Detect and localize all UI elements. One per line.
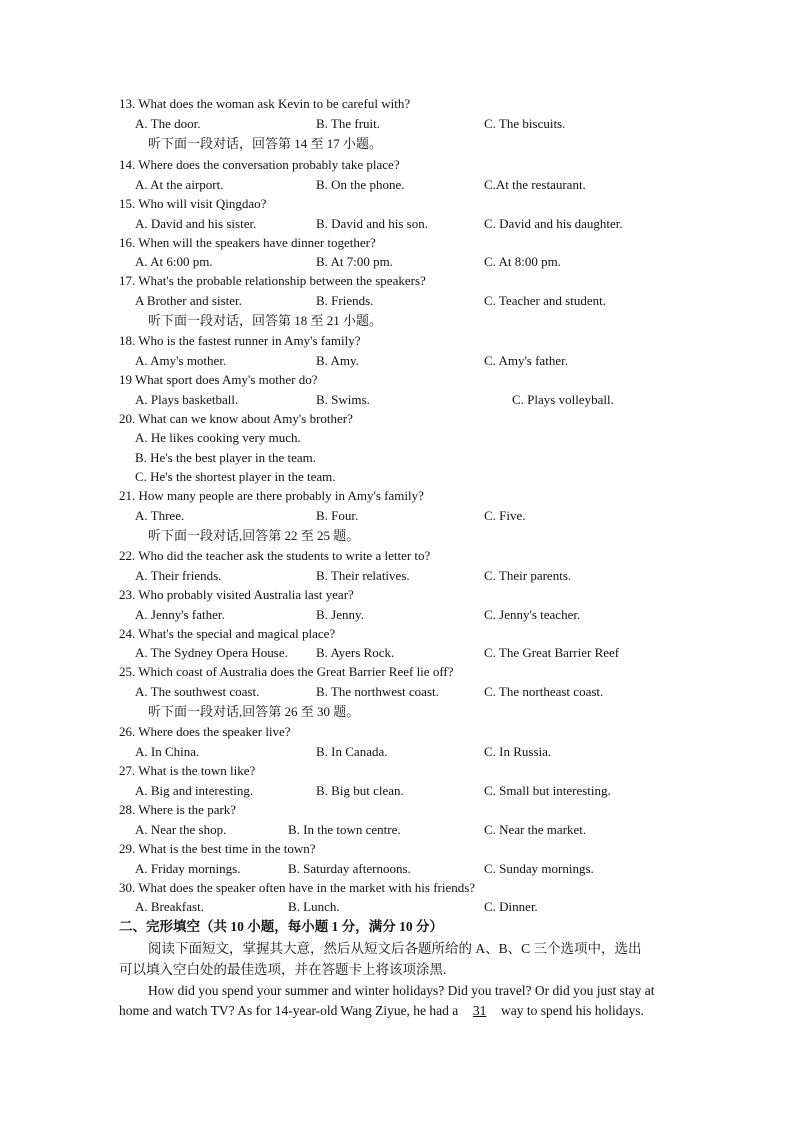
- option-13-b: B. The fruit.: [316, 116, 381, 131]
- question-14: 14. Where does the conversation probably take place?: [119, 157, 400, 172]
- listening-instruction-18-21: 听下面一段对话，回答第 18 至 21 小题。: [148, 313, 383, 328]
- option-22-a: A. Their friends.: [135, 568, 222, 583]
- option-28-b: B. In the town centre.: [288, 822, 401, 837]
- option-29-c: C. Sunday mornings.: [484, 861, 594, 876]
- option-22-b: B. Their relatives.: [316, 568, 410, 583]
- option-18-a: A. Amy's mother.: [135, 353, 227, 368]
- listening-instruction-22-25: 听下面一段对话,回答第 22 至 25 题。: [148, 528, 360, 543]
- option-24-b: B. Ayers Rock.: [316, 645, 395, 660]
- question-13: 13. What does the woman ask Kevin to be careful with?: [119, 96, 411, 111]
- option-24-a: A. The Sydney Opera House.: [135, 645, 288, 660]
- option-15-a: A. David and his sister.: [135, 216, 257, 231]
- question-16: 16. When will the speakers have dinner together?: [119, 235, 376, 250]
- option-27-c: C. Small but interesting.: [484, 783, 611, 798]
- listening-instruction-26-30: 听下面一段对话,回答第 26 至 30 题。: [148, 704, 360, 719]
- option-30-a: A. Breakfast.: [135, 899, 204, 914]
- section-directions-line-2: 可以填入空白处的最佳选项，并在答题卡上将该项涂黑.: [119, 962, 447, 977]
- question-20: 20. What can we know about Amy's brother?: [119, 411, 353, 426]
- option-25-c: C. The northeast coast.: [484, 684, 604, 699]
- option-25-b: B. The northwest coast.: [316, 684, 439, 699]
- section-directions-line-1: 阅读下面短文，掌握其大意，然后从短文后各题所给的 A、B、C 三个选项中，选出: [148, 941, 642, 956]
- option-17-a: A Brother and sister.: [135, 293, 242, 308]
- question-24: 24. What's the special and magical place?: [119, 626, 336, 641]
- question-23: 23. Who probably visited Australia last year?: [119, 587, 354, 602]
- option-14-b: B. On the phone.: [316, 177, 405, 192]
- option-17-c: C. Teacher and student.: [484, 293, 606, 308]
- question-21: 21. How many people are there probably in Amy's family?: [119, 488, 424, 503]
- passage-line-2: [119, 1003, 644, 1019]
- question-15: 15. Who will visit Qingdao?: [119, 196, 267, 211]
- option-19-c: C. Plays volleyball.: [512, 392, 614, 407]
- option-13-c: C. The biscuits.: [484, 116, 566, 131]
- option-23-b: B. Jenny.: [316, 607, 364, 622]
- option-27-b: B. Big but clean.: [316, 783, 404, 798]
- question-30: 30. What does the speaker often have in the market with his friends?: [119, 880, 476, 895]
- section-heading: 二、完形填空（共 10 小题，每小题 1 分，满分 10 分）: [119, 919, 443, 934]
- question-18: 18. Who is the fastest runner in Amy's family?: [119, 333, 361, 348]
- option-19-a: A. Plays basketball.: [135, 392, 239, 407]
- option-29-a: A. Friday mornings.: [135, 861, 241, 876]
- option-23-c: C. Jenny's teacher.: [484, 607, 581, 622]
- question-29: 29. What is the best time in the town?: [119, 841, 316, 856]
- question-19: 19 What sport does Amy's mother do?: [119, 372, 318, 387]
- option-21-c: C. Five.: [484, 508, 526, 523]
- option-26-b: B. In Canada.: [316, 744, 388, 759]
- option-24-c: C. The Great Barrier Reef: [484, 645, 620, 660]
- question-27: 27. What is the town like?: [119, 763, 256, 778]
- option-20-a: A. He likes cooking very much.: [135, 430, 301, 445]
- option-16-b: B. At 7:00 pm.: [316, 254, 393, 269]
- option-27-a: A. Big and interesting.: [135, 783, 254, 798]
- option-25-a: A. The southwest coast.: [135, 684, 260, 699]
- option-20-c: C. He's the shortest player in the team.: [135, 469, 336, 484]
- option-28-c: C. Near the market.: [484, 822, 587, 837]
- option-28-a: A. Near the shop.: [135, 822, 227, 837]
- option-16-c: C. At 8:00 pm.: [484, 254, 561, 269]
- option-26-a: A. In China.: [135, 744, 200, 759]
- option-13-a: A. The door.: [135, 116, 201, 131]
- option-19-b: B. Swims.: [316, 392, 370, 407]
- question-22: 22. Who did the teacher ask the students to write a letter to?: [119, 548, 431, 563]
- option-29-b: B. Saturday afternoons.: [288, 861, 411, 876]
- question-17: 17. What's the probable relationship between the speakers?: [119, 273, 426, 288]
- option-21-a: A. Three.: [135, 508, 185, 523]
- option-14-c: C.At the restaurant.: [484, 177, 586, 192]
- option-15-c: C. David and his daughter.: [484, 216, 623, 231]
- option-26-c: C. In Russia.: [484, 744, 552, 759]
- passage-line-2-start: home and watch TV? As for 14-year-old Wang Ziyue, he had a: [119, 1003, 459, 1018]
- listening-instruction-14-17: 听下面一段对话，回答第 14 至 17 小题。: [148, 136, 383, 151]
- option-21-b: B. Four.: [316, 508, 359, 523]
- passage-line-2-end: way to spend his holidays.: [501, 1003, 644, 1018]
- question-25: 25. Which coast of Australia does the Great Barrier Reef lie off?: [119, 664, 454, 679]
- option-30-b: B. Lunch.: [288, 899, 340, 914]
- question-26: 26. Where does the speaker live?: [119, 724, 291, 739]
- option-15-b: B. David and his son.: [316, 216, 428, 231]
- option-30-c: C. Dinner.: [484, 899, 538, 914]
- option-22-c: C. Their parents.: [484, 568, 572, 583]
- blank-31: 31: [472, 1003, 487, 1018]
- option-14-a: A. At the airport.: [135, 177, 224, 192]
- option-18-c: C. Amy's father.: [484, 353, 568, 368]
- question-28: 28. Where is the park?: [119, 802, 237, 817]
- option-16-a: A. At 6:00 pm.: [135, 254, 213, 269]
- option-20-b: B. He's the best player in the team.: [135, 450, 317, 465]
- option-17-b: B. Friends.: [316, 293, 374, 308]
- option-18-b: B. Amy.: [316, 353, 359, 368]
- option-23-a: A. Jenny's father.: [135, 607, 225, 622]
- passage-line-1: How did you spend your summer and winter holidays? Did you travel? Or did you just stay at: [148, 983, 655, 998]
